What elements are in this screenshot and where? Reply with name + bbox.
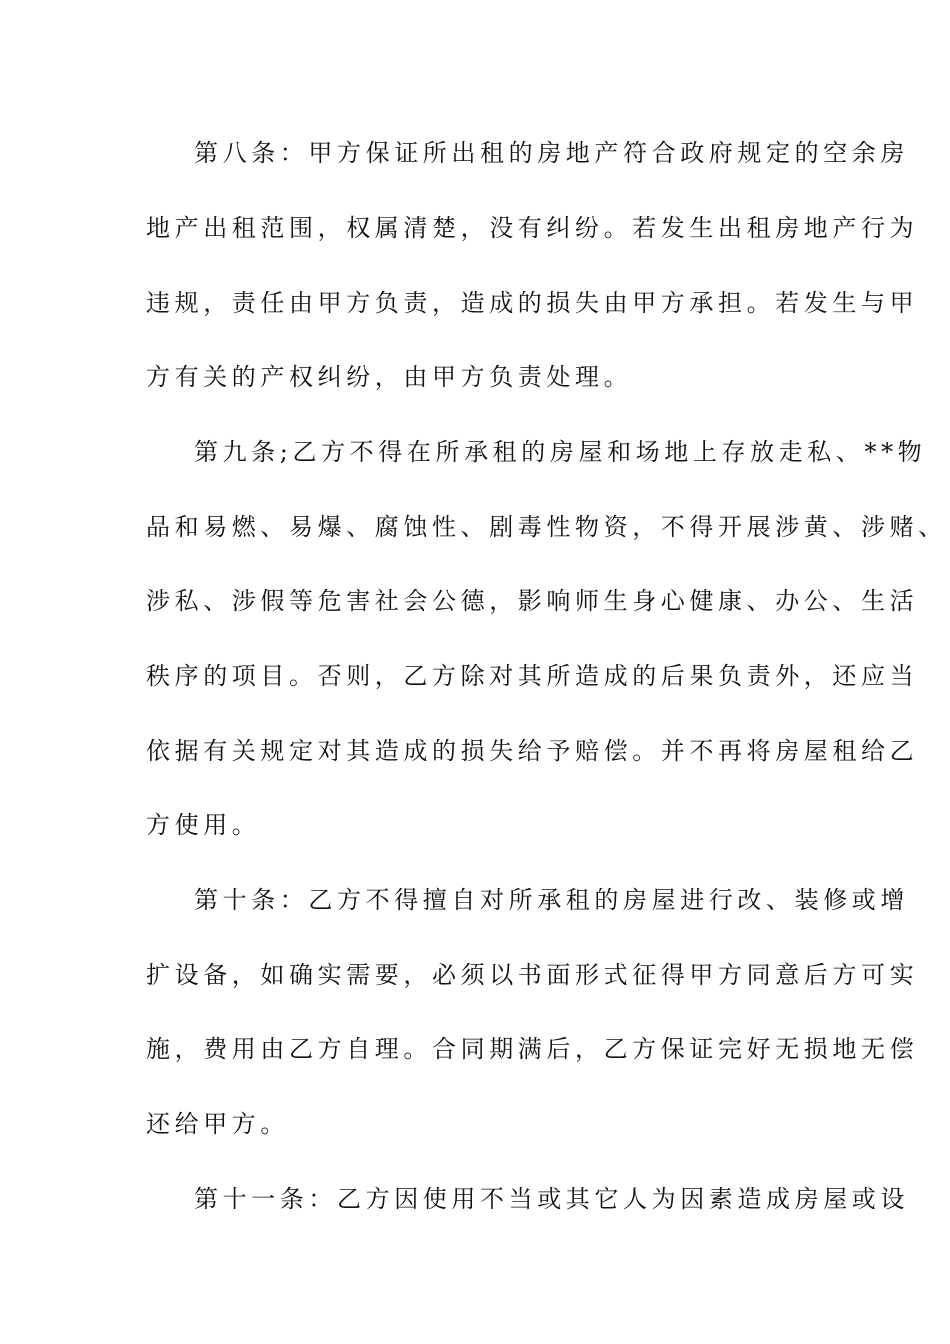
article-8-line-1: 第八条：甲方保证所出租的房地产符合政府规定的空余房	[194, 139, 909, 167]
article-10-line-3: 施，费用由乙方自理。合同期满后，乙方保证完好无损地无偿	[146, 1035, 919, 1063]
article-9-line-2: 品和易燃、易爆、腐蚀性、剧毒性物资，不得开展涉黄、涉赌、	[146, 513, 947, 541]
article-10-line-2: 扩设备，如确实需要，必须以书面形式征得甲方同意后方可实	[146, 961, 919, 989]
article-8-line-2: 地产出租范围，权属清楚，没有纠纷。若发生出租房地产行为	[146, 214, 919, 242]
article-10-line-4: 还给甲方。	[146, 1110, 289, 1138]
article-8-line-4: 方有关的产权纠纷，由甲方负责处理。	[146, 363, 633, 391]
article-9-line-3: 涉私、涉假等危害社会公德，影响师生身心健康、办公、生活	[146, 587, 919, 615]
article-9-line-4: 秩序的项目。否则，乙方除对其所造成的后果负责外，还应当	[146, 662, 919, 690]
article-11-line-1: 第十一条：乙方因使用不当或其它人为因素造成房屋或设	[194, 1185, 909, 1213]
article-9-line-6: 方使用。	[146, 811, 261, 839]
article-9-line-1: 第九条;乙方不得在所承租的房屋和场地上存放走私、**物	[194, 438, 927, 466]
article-8-line-3: 违规，责任由甲方负责，造成的损失由甲方承担。若发生与甲	[146, 289, 919, 317]
article-10-line-1: 第十条：乙方不得擅自对所承租的房屋进行改、装修或增	[194, 886, 909, 914]
article-9-line-5: 依据有关规定对其造成的损失给予赔偿。并不再将房屋租给乙	[146, 737, 919, 765]
